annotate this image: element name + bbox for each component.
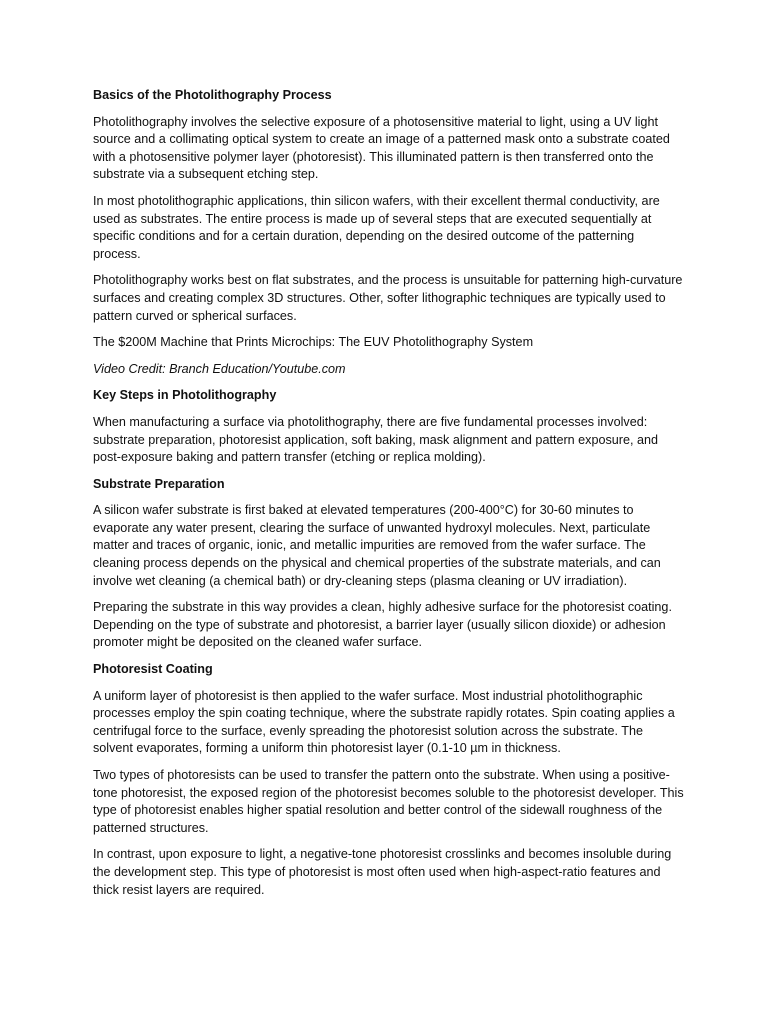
photoresist-coating-paragraph-2: Two types of photoresists can be used to transfer the pattern onto the substrate. When using a positive-tone photoresist, the exposed region of the photoresist becomes soluble to the photoresist developer. This type of photoresist enables higher spatial resolution and better control of the sidewall roughness of the patterned structures. xyxy=(93,768,684,835)
document-title: Basics of the Photolithography Process xyxy=(93,88,332,102)
video-title: The $200M Machine that Prints Microchips: The EUV Photolithography System xyxy=(93,335,534,350)
substrate-preparation-paragraph-1: A silicon wafer substrate is first baked at elevated temperatures (200-400°C) for 30-60 minutes to evaporate any water present, clearing the surface of unwanted hydroxyl molecules. Next, particulate matter and traces of organic, ionic, and metallic impurities are removed from the wafer surface. The cleaning process depends on the physical and chemical properties of the substrate materials, and can involve wet cleaning (a chemical bath) or dry-cleaning steps (plasma cleaning or UV irradiation). xyxy=(93,503,661,588)
key-steps-paragraph: When manufacturing a surface via photolithography, there are five fundamental processes involved: substrate preparation, photoresist application, soft baking, mask alignment and pattern exposure, and post-exposure baking and pattern transfer (etching or replica molding). xyxy=(93,414,658,465)
video-credit: Video Credit: Branch Education/Youtube.com xyxy=(93,361,346,376)
substrate-preparation-paragraph-2: Preparing the substrate in this way provides a clean, highly adhesive surface for the photoresist coating. Depending on the type of substrate and photoresist, a barrier layer (usually silicon dioxide) or adhesion promoter might be deposited on the cleaned wafer surface. xyxy=(93,600,672,650)
photoresist-coating-paragraph-3: In contrast, upon exposure to light, a negative-tone photoresist crosslinks and becomes insoluble during the development step. This type of photoresist is most often used when high-aspect-ratio features and thick resist layers are required. xyxy=(93,847,672,897)
substrate-preparation-heading: Substrate Preparation xyxy=(93,476,225,491)
photoresist-coating-paragraph-1: A uniform layer of photoresist is then applied to the wafer surface. Most industrial photolithographic processes employ the spin coating technique, where the substrate rapidly rotates. Spin coating applies a centrifugal force to the surface, evenly spreading the photoresist solution across the substrate. The solvent evaporates, forming a uniform thin photoresist layer (0.1-10 µm in thickness. xyxy=(93,688,675,756)
intro-paragraph-3: Photolithography works best on flat substrates, and the process is unsuitable for patterning high-curvature surfaces and creating complex 3D structures. Other, softer lithographic techniques are typically used to pattern curved or spherical surfaces. xyxy=(93,273,683,323)
intro-paragraph-1: Photolithography involves the selective exposure of a photosensitive material to light, using a UV light source and a collimating optical system to create an image of a patterned mask onto a substrate coated with a photosensitive polymer layer (photoresist). This illuminated pattern is then transferred onto the substrate via a subsequent etching step. xyxy=(93,114,670,182)
document-page xyxy=(93,87,685,908)
key-steps-heading: Key Steps in Photolithography xyxy=(93,388,277,403)
intro-paragraph-2: In most photolithographic applications, thin silicon wafers, with their excellent thermal conductivity, are used as substrates. The entire process is made up of several steps that are executed sequentially at specific conditions and for a certain duration, depending on the desired outcome of the patterning process. xyxy=(93,193,660,261)
photoresist-coating-heading: Photoresist Coating xyxy=(93,662,213,677)
